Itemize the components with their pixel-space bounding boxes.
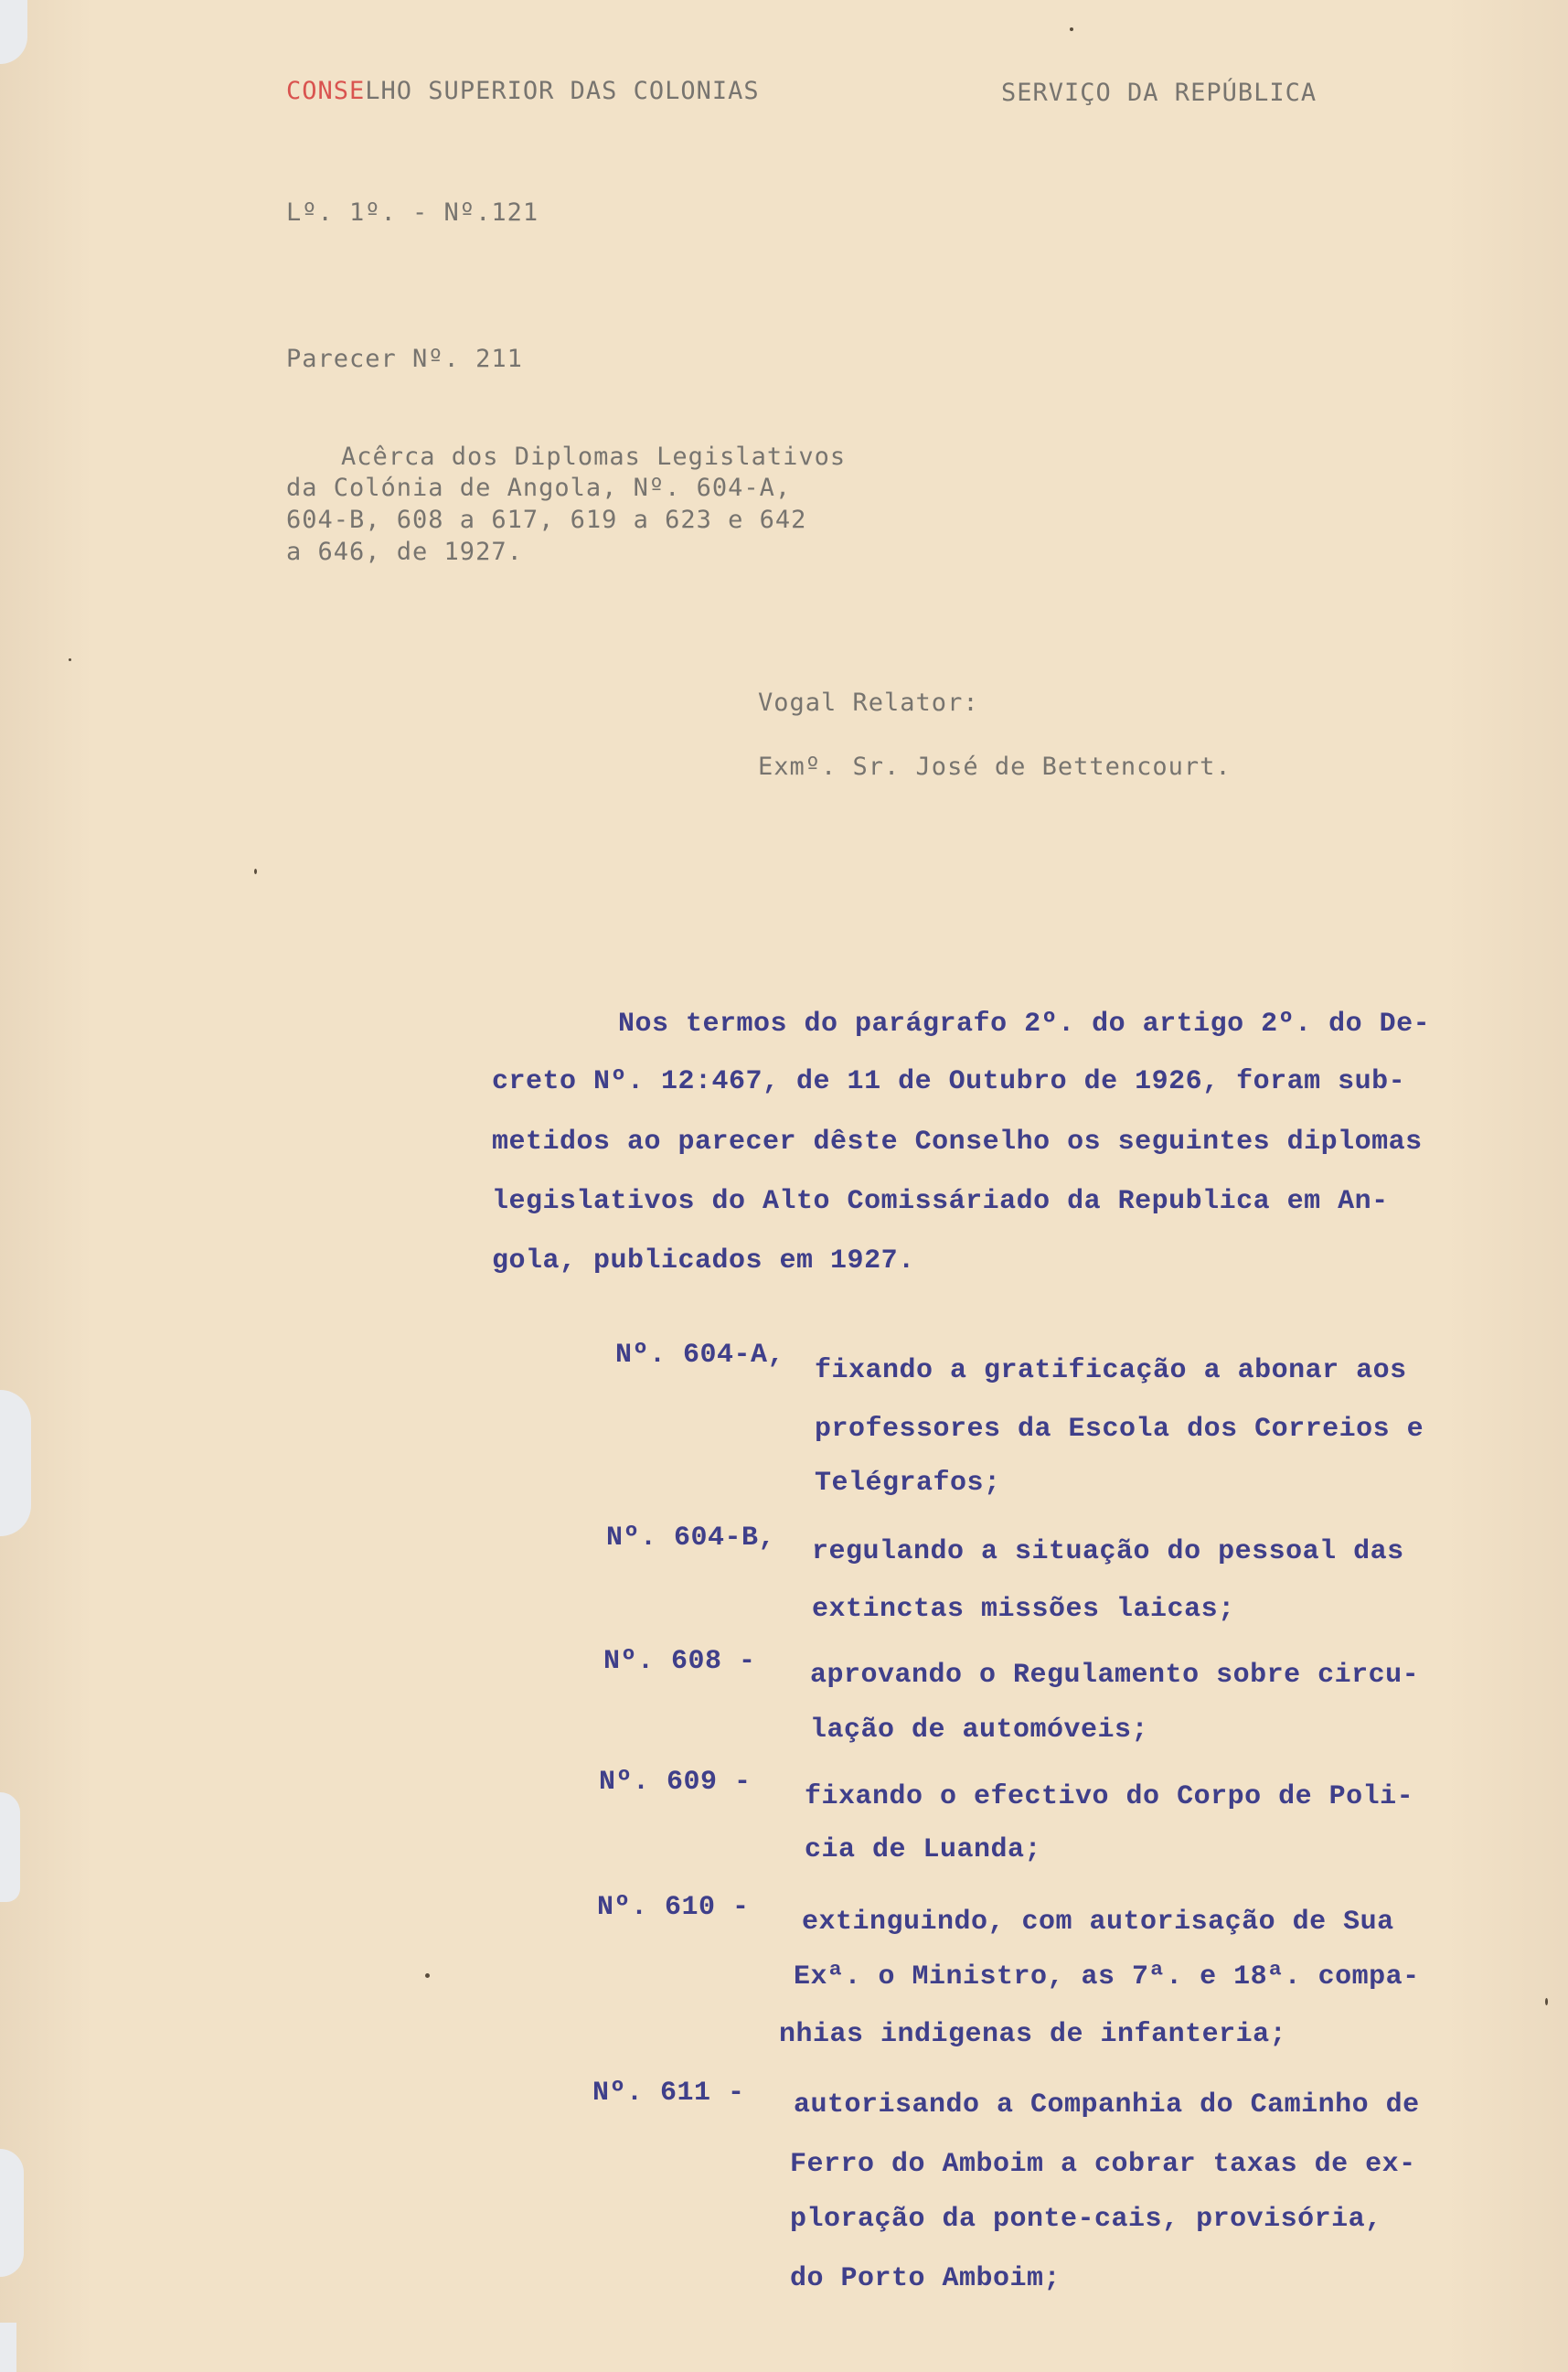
letterhead-right: SERVIÇO DA REPÚBLICA (1001, 79, 1317, 107)
item-line: fixando a gratificação a abonar aos (815, 1355, 1407, 1386)
item-line: do Porto Amboim; (790, 2263, 1061, 2294)
torn-edge (0, 1390, 31, 1536)
item-number: Nº. 604-A, (615, 1340, 785, 1371)
parecer-number: Parecer Nº. 211 (286, 345, 523, 373)
subject-line: da Colónia de Angola, Nº. 604-A, (286, 474, 792, 502)
rapporteur-label: Vogal Relator: (758, 689, 979, 717)
intro-line: gola, publicados em 1927. (492, 1245, 915, 1277)
subject-line: Acêrca dos Diplomas Legislativos (341, 443, 847, 471)
letterhead-left (286, 77, 760, 105)
torn-edge (0, 1792, 20, 1902)
item-number: Nº. 611 - (592, 2078, 745, 2109)
paper-spot (1545, 1998, 1548, 2005)
torn-edge (0, 2323, 16, 2372)
rapporteur-name: Exmº. Sr. José de Bettencourt. (758, 753, 1232, 781)
letterhead-red-part: CONSE (286, 77, 366, 105)
intro-line: Nos termos do parágrafo 2º. do artigo 2º. do De- (618, 1009, 1431, 1040)
paper-spot (1070, 27, 1073, 31)
item-number: Nº. 609 - (599, 1767, 752, 1798)
intro-line: legislativos do Alto Comissáriado da Republica em An- (492, 1186, 1389, 1217)
torn-edge (0, 2149, 24, 2277)
item-line: Telégrafos; (815, 1468, 1001, 1499)
item-line: Ferro do Amboim a cobrar taxas de ex- (790, 2149, 1416, 2180)
paper-spot (254, 869, 257, 874)
item-number: Nº. 608 - (603, 1646, 756, 1677)
intro-line: creto Nº. 12:467, de 11 de Outubro de 1926, foram sub- (492, 1066, 1406, 1097)
paper-spot (69, 658, 71, 661)
letterhead-rest: LHO SUPERIOR DAS COLONIAS (365, 77, 760, 105)
item-line: regulando a situação do pessoal das (812, 1536, 1404, 1567)
subject-line: a 646, de 1927. (286, 538, 523, 566)
torn-edge (0, 0, 27, 64)
item-line: extinctas missões laicas; (812, 1594, 1235, 1625)
item-number: Nº. 610 - (597, 1892, 750, 1923)
paper-spot (425, 1973, 430, 1978)
item-line: autorisando a Companhia do Caminho de (794, 2089, 1420, 2121)
item-line: nhias indigenas de infanteria; (779, 2019, 1287, 2050)
subject-line: 604-B, 608 a 617, 619 a 623 e 642 (286, 506, 807, 534)
item-line: lação de automóveis; (810, 1715, 1149, 1746)
intro-line: metidos ao parecer dêste Conselho os seguintes diplomas (492, 1127, 1423, 1158)
reference-number: Lº. 1º. - Nº.121 (286, 198, 539, 227)
item-line: extinguindo, com autorisação de Sua (802, 1907, 1394, 1938)
item-line: cia de Luanda; (805, 1834, 1042, 1865)
item-number: Nº. 604-B, (606, 1523, 776, 1554)
item-line: fixando o efectivo do Corpo de Poli- (805, 1781, 1414, 1812)
item-line: aprovando o Regulamento sobre circu- (810, 1660, 1420, 1691)
item-line: professores da Escola dos Correios e (815, 1414, 1424, 1445)
item-line: ploração da ponte-cais, provisória, (790, 2204, 1382, 2235)
item-line: Exª. o Ministro, as 7ª. e 18ª. compa- (794, 1961, 1420, 1993)
